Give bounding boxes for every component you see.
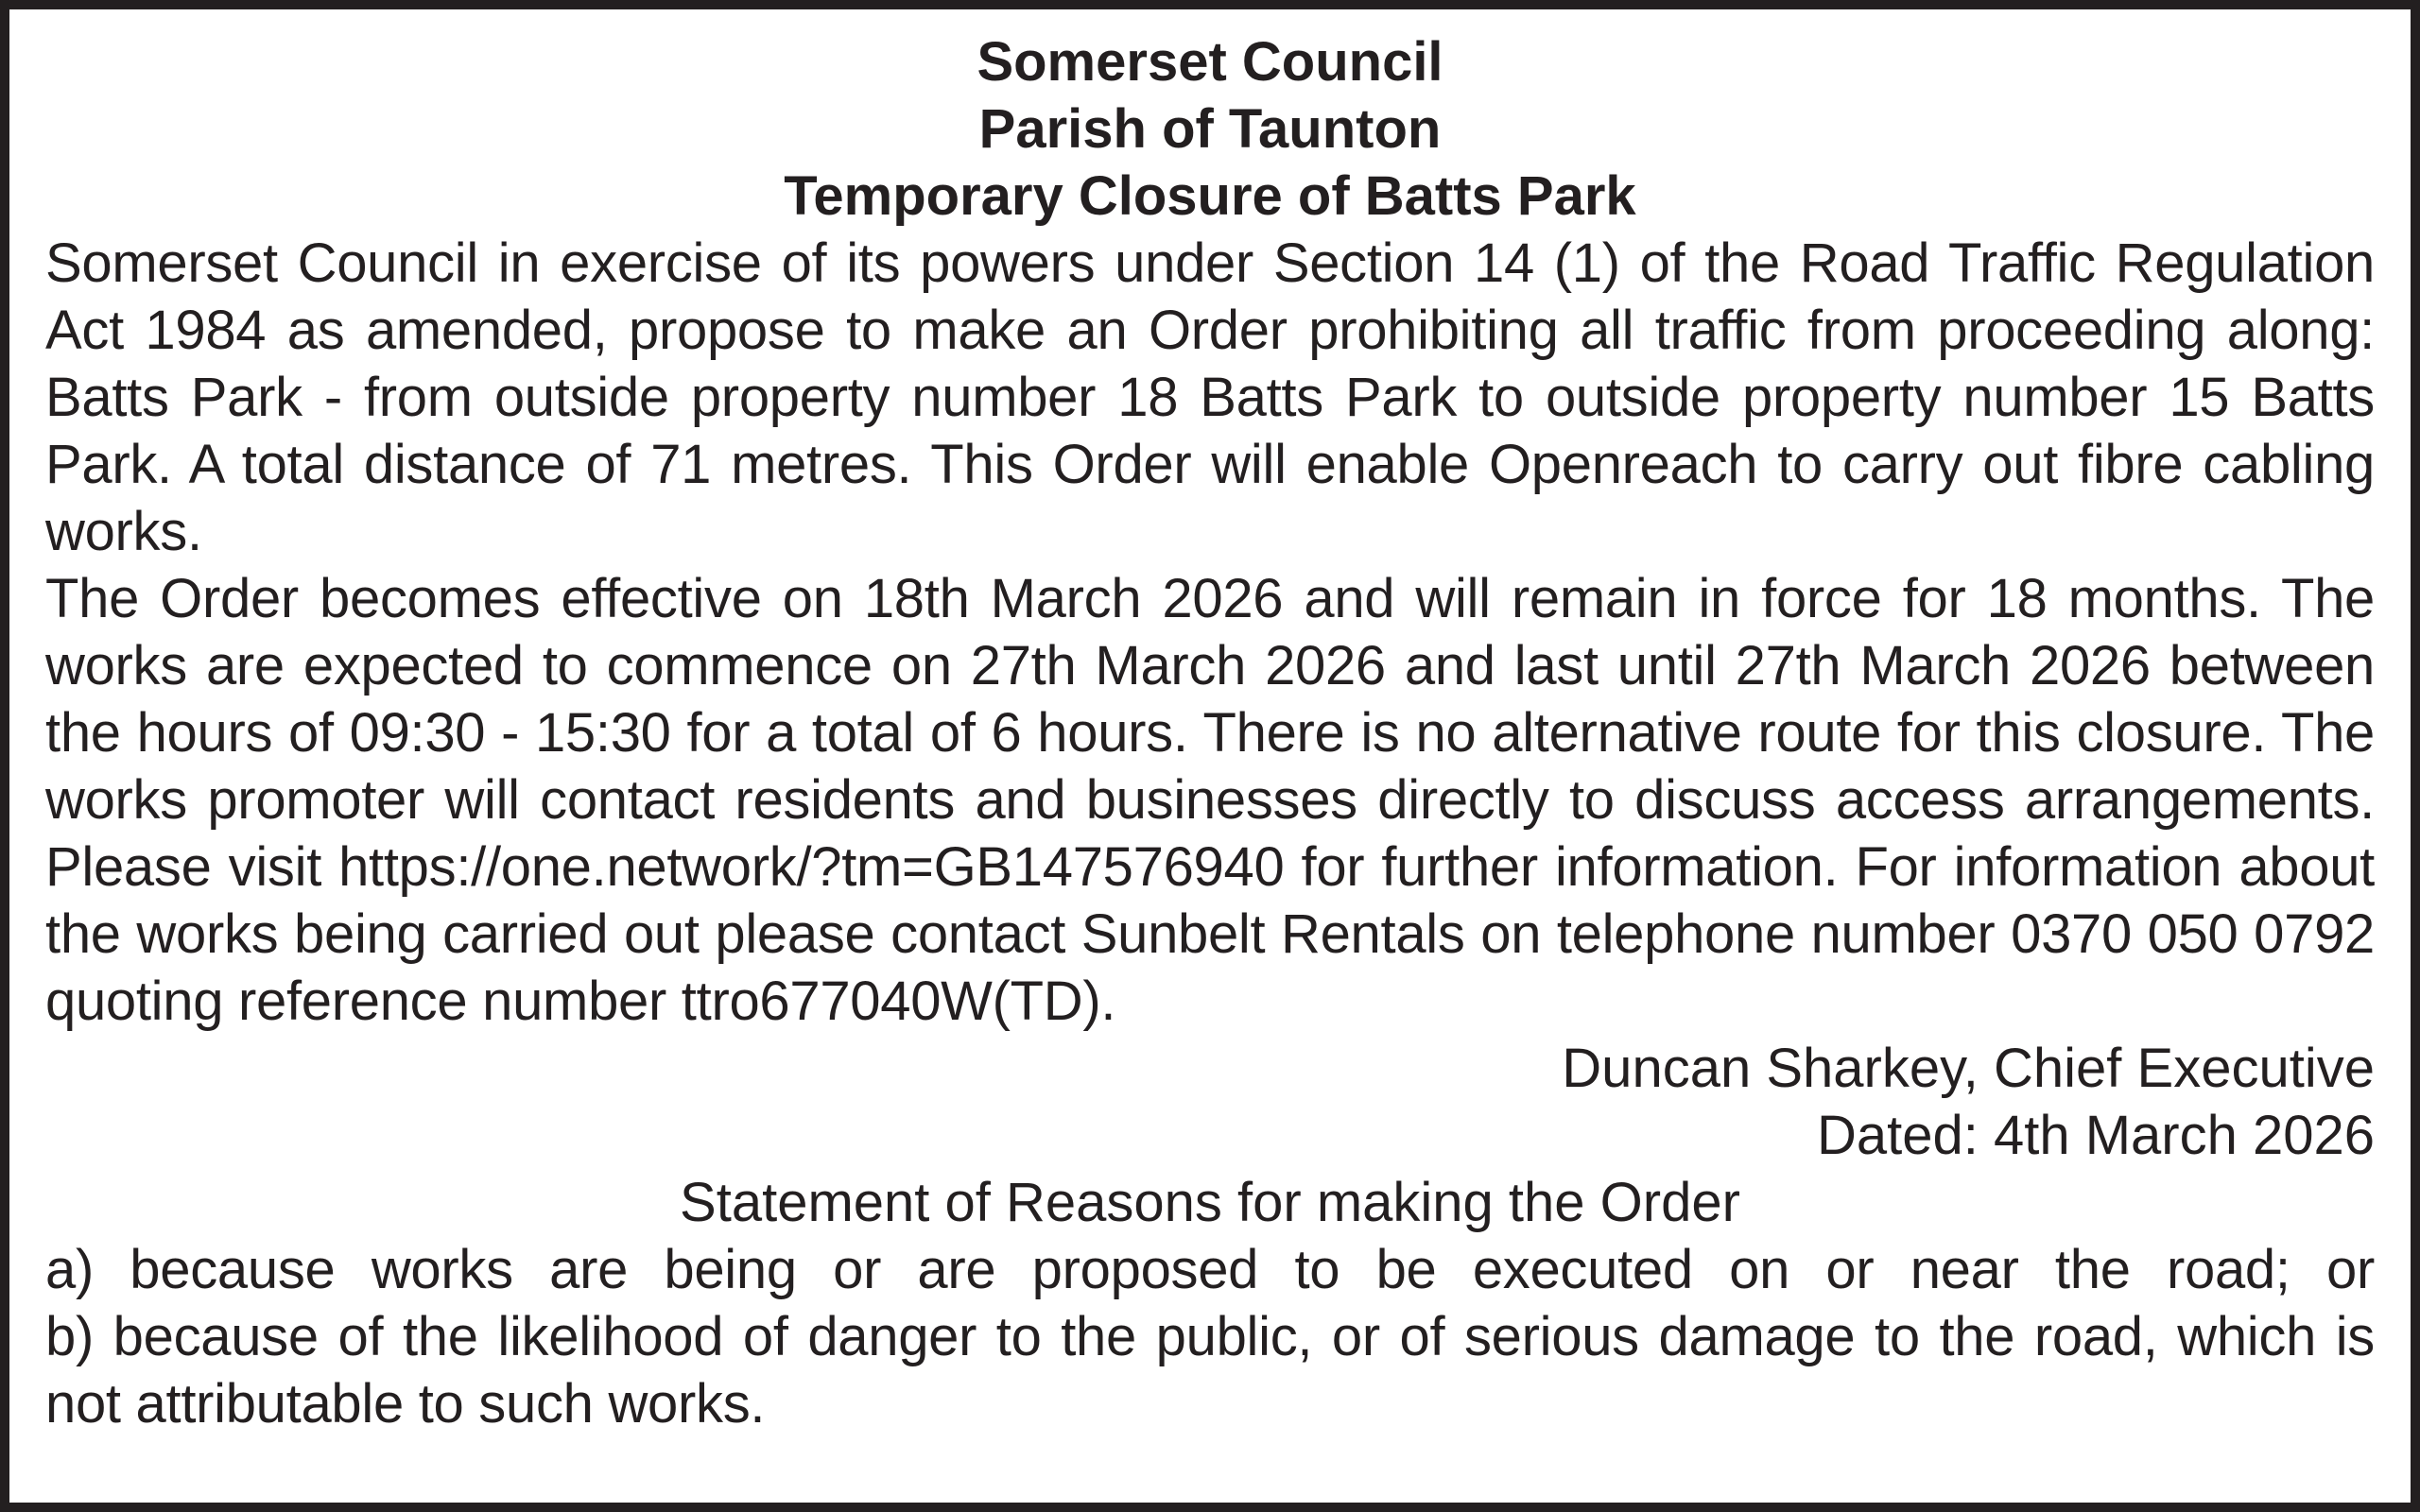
signatory: Duncan Sharkey, Chief Executive — [1562, 1038, 2375, 1099]
reason-a: a) because works are being or are proposed to be executed on or near the road; or — [45, 1239, 2375, 1300]
order-proposal-paragraph: Somerset Council in exercise of its powers under Section 14 (1) of the Road Traffic Regulation Act 1984 as amended, propose to make an Order prohibiting all traffic from proceeding along: Batts Park - from outside property number 18 Batts Park to outside property number 15 Batts Park. A total distance of 71 metres. This Order will enable Openreach to carry out fibre cabling works. — [45, 232, 2375, 562]
council-name: Somerset Council — [977, 31, 1443, 93]
reasons-heading: Statement of Reasons for making the Order — [680, 1172, 1740, 1233]
parish-name: Parish of Taunton — [978, 98, 1442, 160]
dated-line: Dated: 4th March 2026 — [1816, 1105, 2375, 1166]
reason-b: b) because of the likelihood of danger to the public, or of serious damage to the road, which is not attributable to such works. — [45, 1306, 2375, 1435]
order-details-paragraph: The Order becomes effective on 18th March 2026 and will remain in force for 18 months. The works are expected to commence on 27th March 2026 and last until 27th March 2026 between the hours of 09:30 - 15:30 for a total of 6 hours. There is no alternative route for this closure. The works promoter will contact residents and businesses directly to discuss access arrangements. Please visit https://one.network/?tm=GB147576940 for further information. For information about the works being carried out please contact Sunbelt Rentals on telephone number 0370 050 0792 quoting reference number ttro677040W(TD). — [45, 568, 2375, 1032]
notice-title: Temporary Closure of Batts Park — [784, 165, 1636, 227]
